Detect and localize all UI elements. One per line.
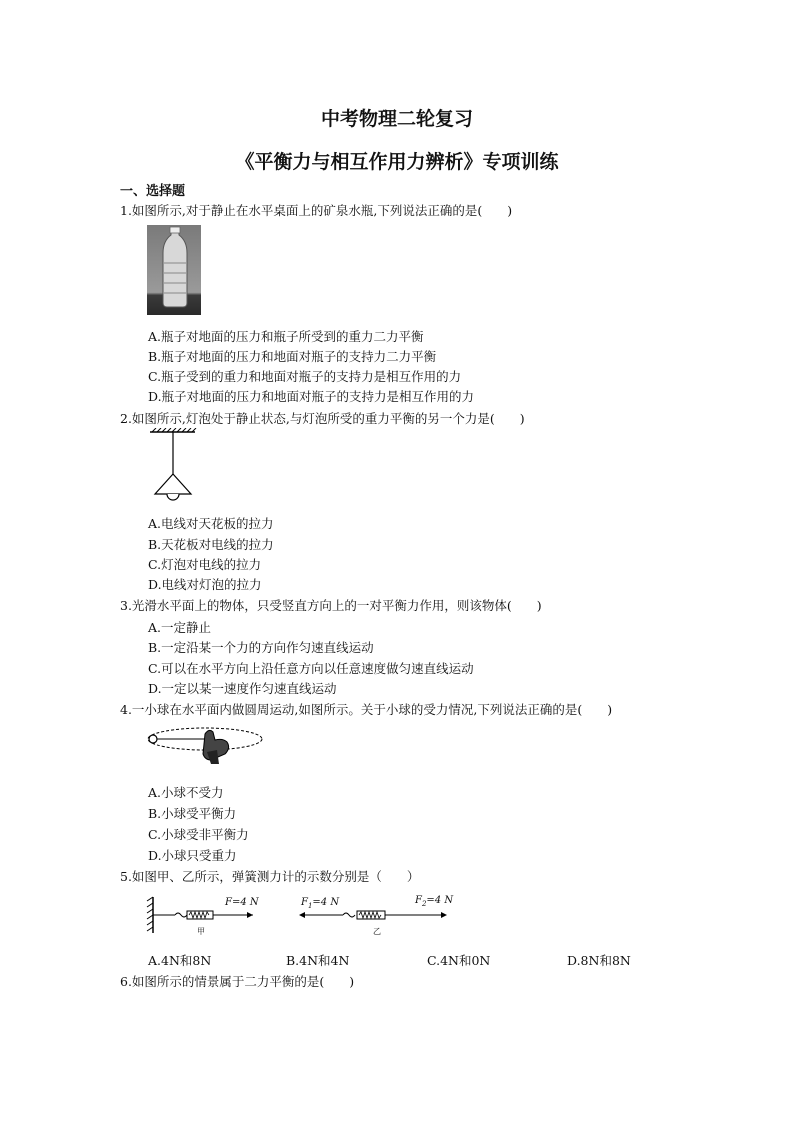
- page-title: 中考物理二轮复习: [320, 108, 473, 130]
- question-4-stem: 4.一小球在水平面内做圆周运动,如图所示。关于小球的受力情况,下列说法正确的是( ): [120, 702, 613, 717]
- figure-yi-f1-label: $F_1=4$ N: [301, 897, 340, 910]
- figure-jia-caption: 甲: [197, 927, 205, 936]
- question-5-option-a: A.4N和8N: [148, 953, 212, 968]
- question-4-option-a: A.小球不受力: [148, 785, 224, 800]
- question-3-option-d: D.一定以某一速度作匀速直线运动: [148, 681, 337, 696]
- figure-yi-f2-label: $F_2=4$ N: [415, 895, 454, 908]
- question-6-stem: 6.如图所示的情景属于二力平衡的是( ): [120, 974, 355, 989]
- question-5-option-c: C.4N和0N: [427, 953, 491, 968]
- hanging-lamp-diagram: [145, 428, 205, 510]
- question-2-option-c: C.灯泡对电线的拉力: [148, 557, 262, 572]
- question-1-option-b: B.瓶子对地面的压力和地面对瓶子的支持力二力平衡: [148, 349, 437, 364]
- question-2-option-b: B.天花板对电线的拉力: [148, 537, 274, 552]
- question-2-option-a: A.电线对天花板的拉力: [148, 516, 274, 531]
- page-subtitle: 《平衡力与相互作用力辨析》专项训练: [235, 151, 559, 173]
- question-2-stem: 2.如图所示,灯泡处于静止状态,与灯泡所受的重力平衡的另一个力是( ): [120, 411, 525, 426]
- question-4-option-d: D.小球只受重力: [148, 848, 237, 863]
- question-3-option-c: C.可以在水平方向上沿任意方向以任意速度做匀速直线运动: [148, 661, 474, 676]
- question-5-stem: 5.如图甲、乙所示，弹簧测力计的示数分别是（ ）: [120, 869, 420, 884]
- question-5-option-b: B.4N和4N: [286, 953, 350, 968]
- circular-motion-diagram: [145, 724, 265, 774]
- question-4-option-c: C.小球受非平衡力: [148, 827, 249, 842]
- figure-jia-force-label: F=4 N: [225, 897, 259, 908]
- question-1-option-a: A.瓶子对地面的压力和瓶子所受到的重力二力平衡: [148, 329, 424, 344]
- question-1-option-c: C.瓶子受到的重力和地面对瓶子的支持力是相互作用的力: [148, 369, 462, 384]
- bottle-photo: [147, 225, 201, 315]
- question-3-option-b: B.一定沿某一个力的方向作匀速直线运动: [148, 640, 374, 655]
- question-3-stem: 3.光滑水平面上的物体，只受竖直方向上的一对平衡力作用，则该物体( ): [120, 598, 542, 613]
- question-1-option-d: D.瓶子对地面的压力和地面对瓶子的支持力是相互作用的力: [148, 389, 475, 404]
- question-4-option-b: B.小球受平衡力: [148, 806, 237, 821]
- spring-scale-figure-yi: [295, 893, 455, 941]
- spring-scale-figure-jia: [145, 893, 265, 941]
- question-2-option-d: D.电线对灯泡的拉力: [148, 577, 262, 592]
- figure-yi-caption: 乙: [373, 927, 381, 936]
- section-heading: 一、选择题: [120, 184, 186, 199]
- question-3-option-a: A.一定静止: [148, 620, 212, 635]
- question-5-option-d: D.8N和8N: [567, 953, 631, 968]
- question-1-stem: 1.如图所示,对于静止在水平桌面上的矿泉水瓶,下列说法正确的是( ): [120, 203, 513, 218]
